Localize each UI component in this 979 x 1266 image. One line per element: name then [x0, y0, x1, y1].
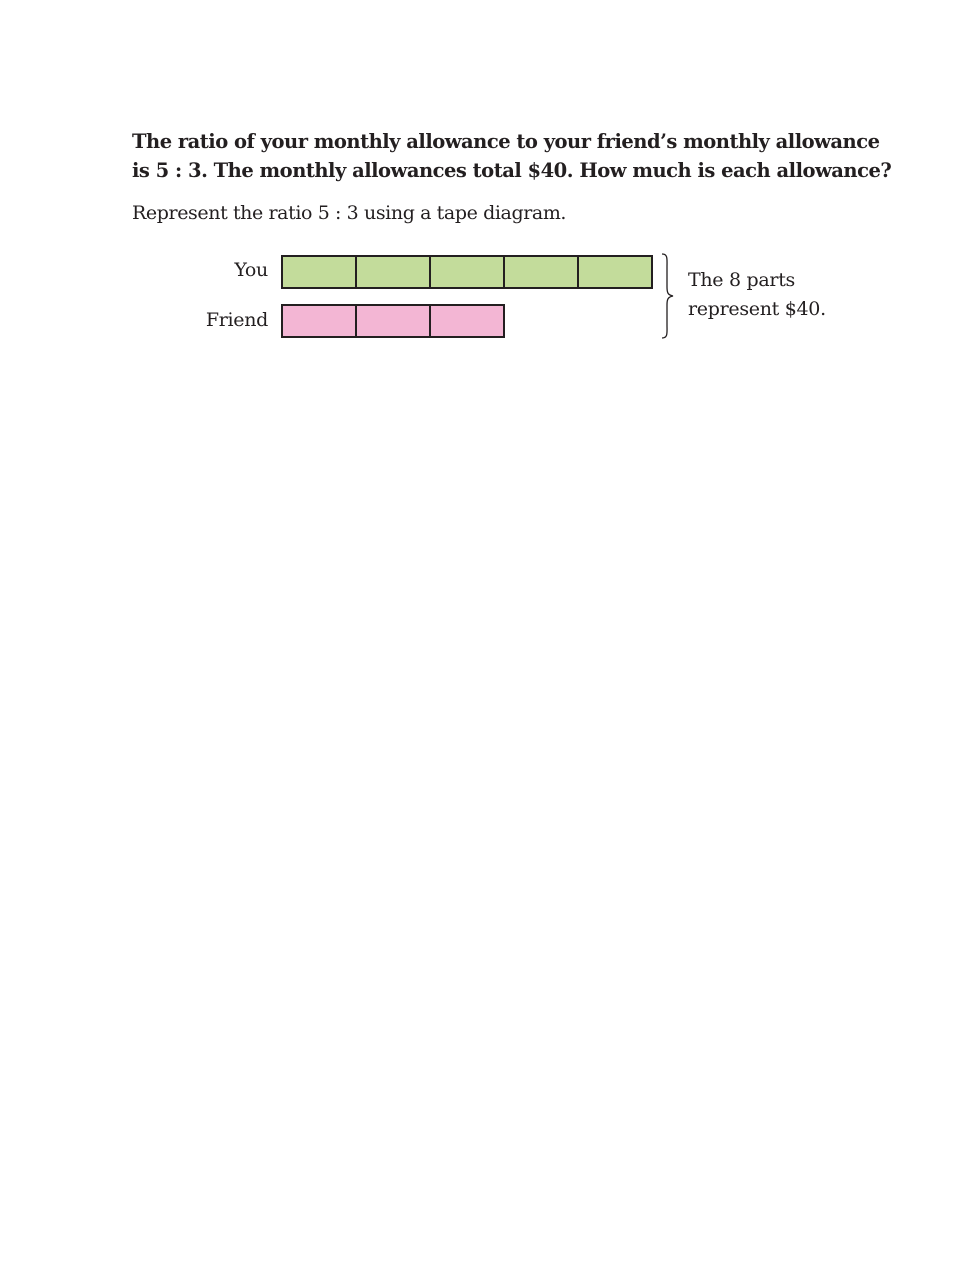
- tape-part: [355, 304, 431, 338]
- instruction-text: Represent the ratio 5 : 3 using a tape diagram.: [132, 202, 567, 224]
- tape-part: [281, 255, 357, 289]
- problem-line-2: is 5 : 3. The monthly allowances total $40. How much is each allowance?: [132, 158, 892, 182]
- total-note: [688, 266, 826, 323]
- tape-part: [355, 255, 431, 289]
- total-note-line-2: represent $40.: [688, 297, 826, 320]
- tape-part: [281, 304, 357, 338]
- tape-part: [503, 255, 579, 289]
- problem-line-1: The ratio of your monthly allowance to your friend’s monthly allowance: [132, 130, 880, 153]
- total-note-line-1: The 8 parts: [688, 269, 795, 291]
- tape-part: [429, 304, 505, 338]
- tape-part: [429, 255, 505, 289]
- right-brace-icon: [660, 253, 678, 339]
- tape-part: [577, 255, 653, 289]
- problem-statement: [132, 128, 892, 185]
- tape-label-you: You: [234, 259, 268, 281]
- tape-friend: [281, 304, 505, 334]
- tape-label-friend: Friend: [205, 309, 268, 331]
- tape-you: [281, 255, 653, 285]
